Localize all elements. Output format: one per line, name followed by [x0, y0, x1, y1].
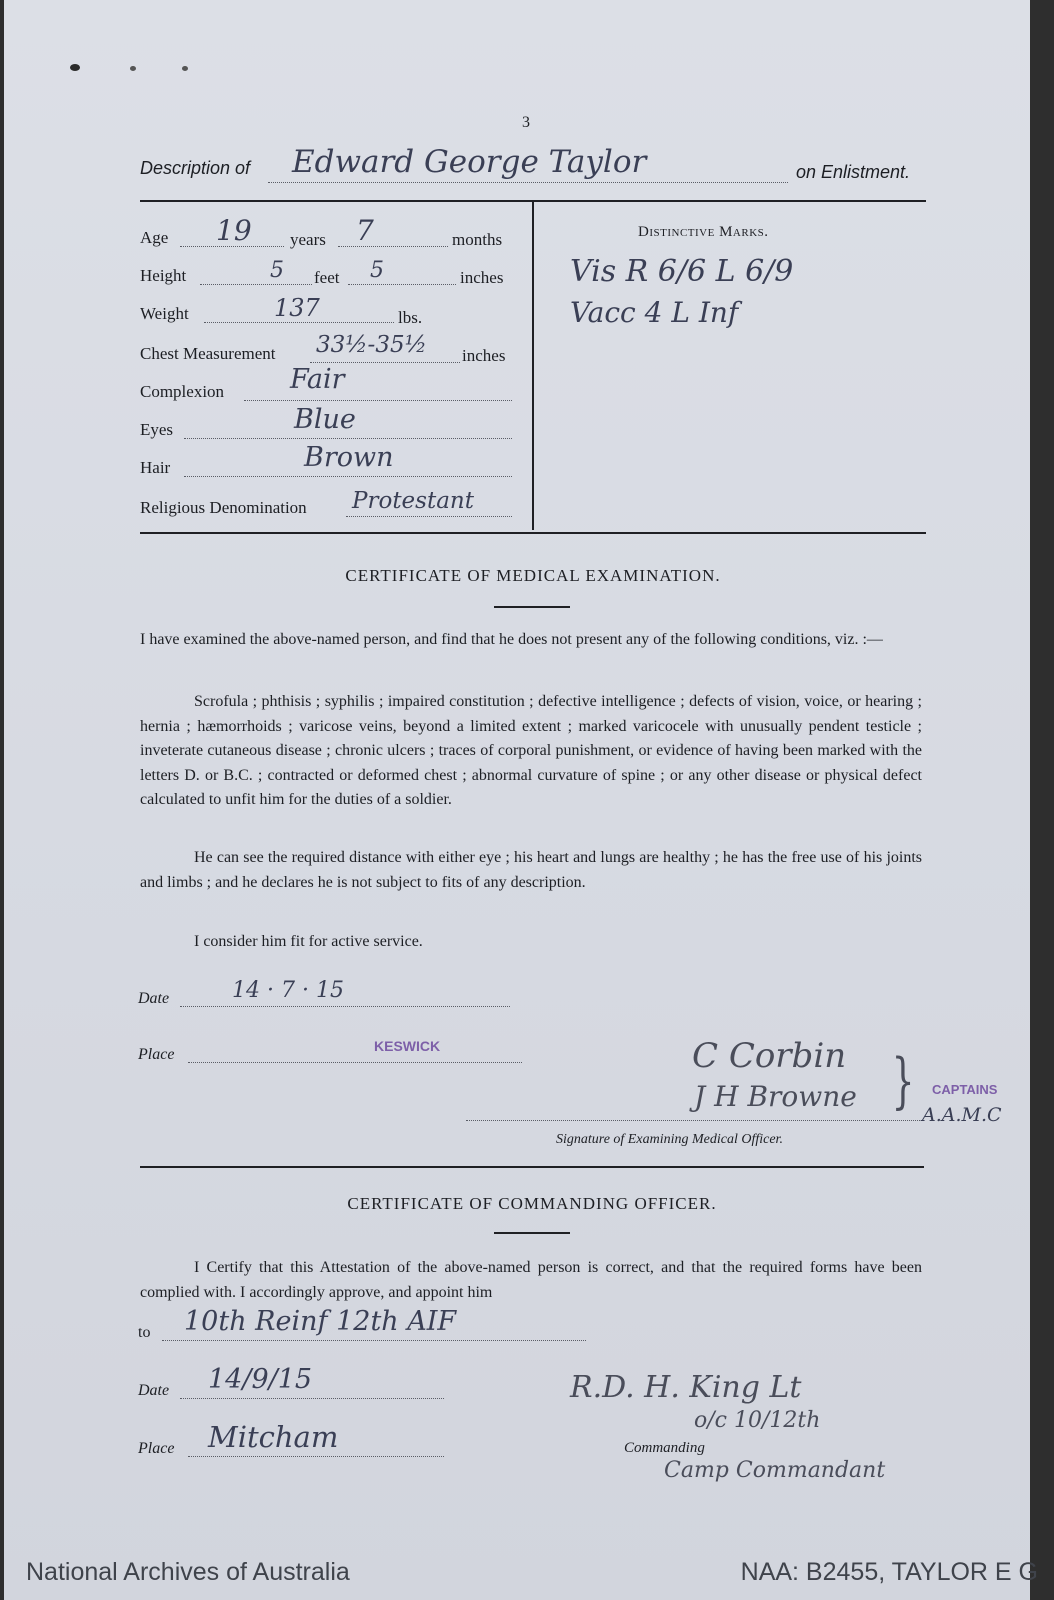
description-bottom-rule	[140, 532, 926, 534]
medical-stamp-rank: CAPTAINS	[932, 1082, 998, 1097]
header-prefix: Description of	[140, 158, 251, 178]
age-months: 7	[356, 214, 374, 247]
distinctive-marks-line2: Vacc 4 L Inf	[570, 296, 739, 329]
commanding-place-value: Mitcham	[208, 1420, 339, 1454]
religion-value: Protestant	[352, 488, 474, 514]
age-years: 19	[216, 214, 252, 247]
commanding-date-label: Date	[138, 1382, 170, 1399]
commanding-signature-1: R.D. H. King Lt	[570, 1370, 802, 1405]
commanding-certificate-title: CERTIFICATE OF COMMANDING OFFICER.	[347, 1194, 717, 1213]
signature-brace: }	[891, 1046, 915, 1116]
medical-date-value: 14 · 7 · 15	[232, 978, 344, 1003]
soldier-name: Edward George Taylor	[292, 144, 647, 180]
eyes-value: Blue	[294, 404, 356, 435]
medical-conditions: Scrofula ; phthisis ; syphilis ; impaired constitution ; defective intelligence ; defects of vision, voice, or hearing ; hernia ; hæmorrhoids ; varicose veins, beyond a limited extent ; marked varicocele with unusually pendent testicle ; inveterate cutaneous disease ; chronic ulcers ; traces of corporal punishment, or evidence of having been marked with the letters D. or B.C. ; contracted or deformed chest ; abnormal curvature of spine ; or any other disease or physical defect calculated to unfit him for the duties of a soldier.	[140, 693, 922, 808]
weight-label: Weight	[140, 304, 189, 323]
medical-signature-caption: Signature of Examining Medical Officer.	[556, 1132, 783, 1147]
months-label: months	[452, 230, 503, 249]
description-divider	[532, 202, 534, 530]
medical-signature-2: J H Browne	[694, 1080, 857, 1113]
years-label: years	[290, 230, 326, 249]
commanding-place-label: Place	[138, 1440, 175, 1457]
medical-place-stamp: KESWICK	[374, 1038, 441, 1054]
medical-certificate-title: CERTIFICATE OF MEDICAL EXAMINATION.	[345, 566, 721, 585]
commanding-signature-2: o/c 10/12th	[694, 1408, 821, 1433]
hair-value: Brown	[304, 442, 394, 473]
chest-value: 33½-35½	[316, 332, 427, 358]
medical-title-rule	[494, 606, 570, 608]
header-suffix: on Enlistment.	[796, 162, 911, 182]
medical-place-label: Place	[138, 1046, 175, 1063]
medical-stamp-unit: A.A.M.C	[922, 1104, 1002, 1126]
feet-label: feet	[314, 268, 340, 287]
commanding-to-value: 10th Reinf 12th AIF	[184, 1306, 457, 1337]
height-label: Height	[140, 266, 187, 285]
medical-fitness: He can see the required distance with either eye ; his heart and lungs are healthy ; he has the free use of his joints and limbs ; and he declares he is not subject to fits of any description.	[140, 849, 922, 891]
punch-hole-3	[182, 66, 188, 71]
punch-hole-1	[70, 64, 80, 71]
commanding-certify: I Certify that this Attestation of the above-named person is correct, and that the required forms have been complied with. I accordingly approve, and appoint him	[140, 1259, 922, 1301]
medical-date-label: Date	[138, 990, 170, 1007]
commanding-to-label: to	[138, 1324, 151, 1341]
hair-label: Hair	[140, 458, 171, 477]
commanding-date-value: 14/9/15	[208, 1364, 313, 1395]
punch-hole-2	[130, 66, 136, 71]
eyes-label: Eyes	[140, 420, 174, 439]
distinctive-marks-line1: Vis R 6/6 L 6/9	[570, 254, 794, 289]
attestation-page	[4, 0, 1030, 1600]
height-inches: 5	[370, 258, 384, 283]
medical-signature-1: C Corbin	[692, 1036, 847, 1076]
footer-archive-reference: NAA: B2455, TAYLOR E G	[740, 1558, 1038, 1586]
commanding-signature-3: Camp Commandant	[664, 1458, 886, 1483]
medical-intro: I have examined the above-named person, and find that he does not present any of the following conditions, viz. :—	[140, 631, 883, 648]
distinctive-marks-title: Distinctive Marks.	[638, 224, 769, 240]
complexion-value: Fair	[290, 364, 345, 395]
religion-label: Religious Denomination	[140, 498, 307, 517]
chest-inches-label: inches	[462, 346, 506, 365]
commanding-title-rule	[494, 1232, 570, 1234]
description-header	[140, 144, 930, 190]
medical-bottom-rule	[140, 1166, 924, 1168]
medical-consider: I consider him fit for active service.	[194, 933, 423, 950]
age-label: Age	[140, 228, 169, 247]
inches-label: inches	[460, 268, 504, 287]
weight-value: 137	[274, 294, 320, 322]
complexion-label: Complexion	[140, 382, 225, 401]
commanding-label: Commanding	[624, 1440, 705, 1456]
footer-archive-name: National Archives of Australia	[26, 1558, 350, 1586]
page-number: 3	[522, 114, 530, 131]
chest-label: Chest Measurement	[140, 344, 276, 363]
lbs-label: lbs.	[398, 308, 423, 327]
height-feet: 5	[270, 258, 284, 283]
